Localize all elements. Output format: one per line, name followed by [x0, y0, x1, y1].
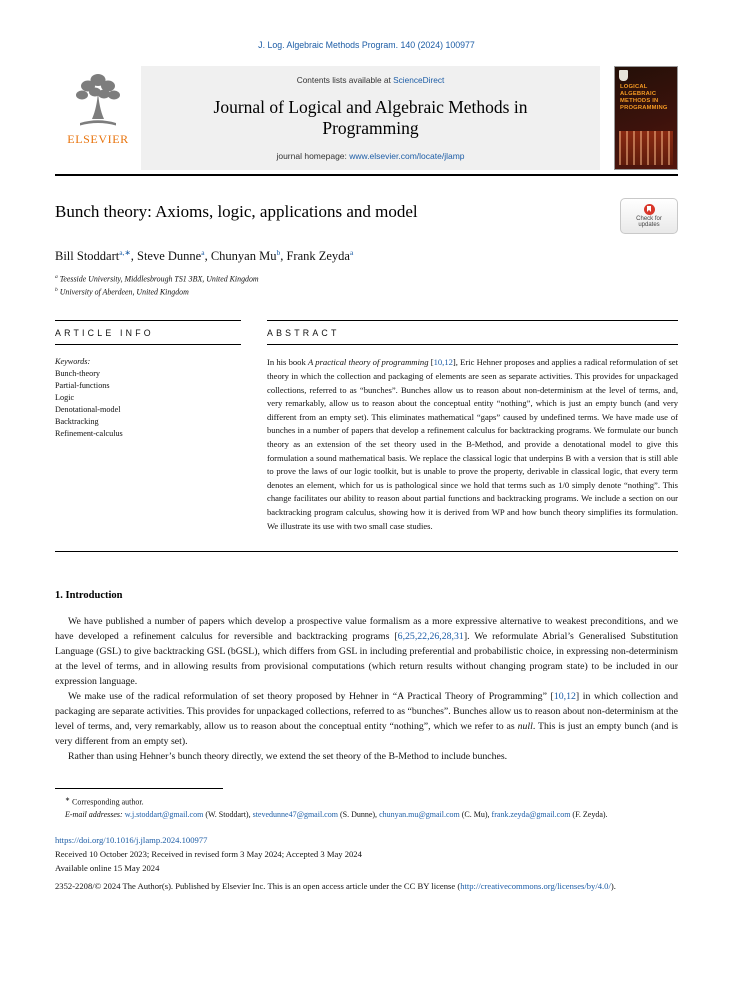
abstract-text — [267, 345, 678, 533]
author-list — [55, 248, 678, 264]
text-span: (S. Dunne), — [337, 810, 380, 820]
text-span: We make use of the radical reformulation of set theory proposed by Hehner in “A Practical Theory of Programming” [ — [68, 691, 554, 703]
elsevier-logo — [55, 66, 141, 170]
cover-image — [619, 131, 673, 165]
cover-shield-icon — [619, 70, 628, 81]
text-span: (C. Mu), — [459, 810, 492, 820]
keywords-label: Keywords: — [55, 357, 91, 367]
author-name: Frank Zeyda — [286, 249, 350, 264]
text-span: null — [517, 721, 533, 733]
keyword: Backtracking — [55, 417, 99, 427]
imprint-block — [55, 833, 678, 893]
check-for-updates-label — [636, 216, 662, 229]
text-span: ]. We reformulate Abrial’s Generalised Substitution Language (GSL) to give backtracking GSL (bGSL), which differs from GSL in including preferential and probabilistic choice, in expressing non-determinism at the level of terms, and in allowing results from provisional computations (which return results without changing program state) to be included in our expression language. — [55, 631, 679, 688]
received-dates: Received 10 October 2023; Received in revised form 3 May 2024; Accepted 3 May 2024 — [55, 848, 362, 859]
badge-line1: Check for — [636, 215, 662, 222]
crossmark-icon — [644, 204, 655, 215]
article-info-heading: ARTICLE INFO — [55, 320, 241, 345]
footnote-rule — [55, 788, 223, 789]
citation-link[interactable]: 6,25,22,26,28,31 — [397, 631, 464, 643]
text-span: In his book — [267, 357, 308, 368]
text-span: . This is just an empty bunch (and is very different from an empty set). — [55, 721, 678, 748]
text-span: A practical theory of programming — [307, 357, 429, 368]
author-affiliation-sup[interactable]: a,∗ — [119, 248, 131, 257]
contents-prefix: Contents lists available at — [296, 75, 394, 85]
cover-title: LOGICAL ALGEBRAIC METHODS IN PROGRAMMING — [620, 84, 668, 111]
keyword: Refinement-calculus — [55, 429, 123, 439]
author — [211, 249, 287, 263]
corresponding-author-note — [55, 795, 678, 808]
journal-cover-thumbnail — [614, 66, 678, 170]
text-span: Rather than using Hehner’s bunch theory directly, we extend the set theory of the B-Method to include bunches. — [68, 751, 508, 763]
text-span: ). — [610, 880, 616, 891]
keyword: Bunch-theory — [55, 369, 101, 379]
homepage-line — [149, 151, 592, 161]
journal-homepage-link[interactable]: www.elsevier.com/locate/jlamp — [349, 151, 465, 161]
check-for-updates-badge[interactable] — [620, 198, 678, 234]
header-rule — [55, 174, 678, 176]
author-name: Bill Stoddart — [55, 249, 120, 264]
affiliation-list — [55, 272, 678, 298]
text-span: [ — [428, 357, 434, 368]
license-link[interactable]: http://creativecommons.org/licenses/by/4.0/ — [460, 880, 611, 891]
footnotes — [55, 788, 678, 821]
email-addresses-note — [55, 809, 678, 821]
sciencedirect-link[interactable]: ScienceDirect — [393, 75, 445, 85]
keyword: Partial-functions — [55, 381, 110, 391]
corresponding-author-mark: ∗ — [65, 797, 71, 804]
article-info-abstract-block — [55, 320, 678, 552]
citation-link[interactable]: 10,12 — [553, 691, 576, 703]
badge-line2: updates — [638, 222, 660, 228]
intro-paragraph-3 — [55, 749, 678, 764]
author-separator: , — [204, 249, 211, 264]
affiliation-text: University of Aberdeen, United Kingdom — [59, 287, 189, 297]
article-info-column — [55, 320, 241, 533]
abstract-heading: ABSTRACT — [267, 320, 678, 345]
journal-citation: J. Log. Algebraic Methods Program. 140 (2024) 100977 — [258, 40, 475, 50]
affiliation — [55, 285, 678, 298]
keyword: Logic — [55, 393, 75, 403]
affiliation-sup: a — [55, 274, 58, 281]
text-span: (W. Stoddart), — [203, 810, 253, 820]
author — [137, 249, 211, 263]
author-separator: , — [130, 249, 137, 264]
contents-line — [149, 75, 592, 85]
author-affiliation-sup[interactable]: a — [201, 248, 205, 257]
text-span: ], Eric Hehner proposes and applies a radical reformulation of set theory in which the collection and packaging of elements are seen as separate activities. This provides for unpackaged collections, referred to as “bunches”. Bunches allow us to reason about non-determinism at the level of terms, and, very remarkably, allow us to reason about the conceptual entity “nothing”, which is just an empty bunch (and very different from an empty set). This eliminates mathematical “gaps” caused by undefined terms. We have made use of bunches in a number of papers that develop a refinement calculus for backtracking programs. We formulate our bunch theory as an extension of the set theory used in the B-Method, and provide a denotational model to give this formulation a sound mathematical basis. We replace the classical logic that underpins B with a version that is still able to prove the laws of our logic toolkit, but is unable to prove the property, derivable in classical logic, that every term denotes an element, which for us is pathological since we hold that terms such as 1/0 simply denote “nothing”. This change facilitates our ability to reason about partial functions and backtracking programs. We include a section on our backtracking program calculus, showing how it is derived from WP and how bunch theory simplifies its formulation. We illustrate its use with two small case studies. — [267, 357, 678, 531]
journal-title: Journal of Logical and Algebraic Methods in Programming — [213, 97, 528, 138]
intro-paragraph-2 — [55, 689, 678, 749]
author-affiliation-sup[interactable]: b — [276, 248, 281, 257]
email-link[interactable]: stevedunne47@gmail.com — [252, 810, 338, 820]
elsevier-tree-icon — [69, 68, 127, 130]
article-title: Bunch theory: Axioms, logic, applications and model — [55, 202, 418, 221]
text-span: 2352-2208/© 2024 The Author(s). Published by Elsevier Inc. This is an open access article under the CC BY license ( — [55, 880, 461, 891]
author — [55, 249, 137, 263]
email-link[interactable]: w.j.stoddart@gmail.com — [124, 810, 204, 820]
doi-link[interactable]: https://doi.org/10.1016/j.jlamp.2024.100977 — [55, 834, 208, 845]
elsevier-wordmark: ELSEVIER — [67, 132, 129, 146]
text-span: (F. Zeyda). — [570, 810, 608, 820]
journal-header-banner — [55, 66, 678, 170]
copyright-license-line — [55, 879, 678, 893]
abstract-column — [267, 320, 678, 533]
author-name: Chunyan Mu — [210, 249, 277, 264]
affiliation-sup: b — [55, 287, 58, 294]
title-row — [55, 202, 678, 234]
text-span: We have published a number of papers which develop a prospective value formalism as a more expressive alternative to weakest preconditions, and we have developed a refinement calculus for reversible and backtracking programs [ — [55, 616, 678, 643]
author-separator: , — [280, 249, 287, 264]
affiliation-text: Teesside University, Middlesbrough TS1 3BX, United Kingdom — [59, 274, 259, 284]
keywords-list — [55, 345, 241, 440]
available-online: Available online 15 May 2024 — [55, 862, 160, 873]
homepage-prefix: journal homepage: — [276, 151, 350, 161]
email-link[interactable]: frank.zeyda@gmail.com — [491, 810, 571, 820]
corresponding-author-text: Corresponding author. — [72, 797, 144, 807]
text-span: E-mail addresses: — [65, 810, 123, 820]
text-span: ] in which collection and packaging are separate activities. This provides for unpackaged collections, referred to as “bunches”. Bunches allow us to reason about non-determinism at the level of terms, and, very remarkably, allow us to reason about the conceptual entity “nothing”, which we refer to as — [55, 691, 678, 733]
affiliation — [55, 272, 678, 285]
author-affiliation-sup[interactable]: a — [349, 248, 354, 257]
journal-info-box — [141, 66, 600, 170]
author — [286, 249, 353, 263]
citation-link[interactable]: 10,12 — [433, 357, 453, 368]
section-heading-introduction: 1. Introduction — [55, 590, 123, 602]
keyword: Denotational-model — [55, 405, 121, 415]
author-name: Steve Dunne — [137, 249, 202, 264]
email-link[interactable]: chunyan.mu@gmail.com — [379, 810, 460, 820]
intro-paragraph-1 — [55, 614, 678, 689]
